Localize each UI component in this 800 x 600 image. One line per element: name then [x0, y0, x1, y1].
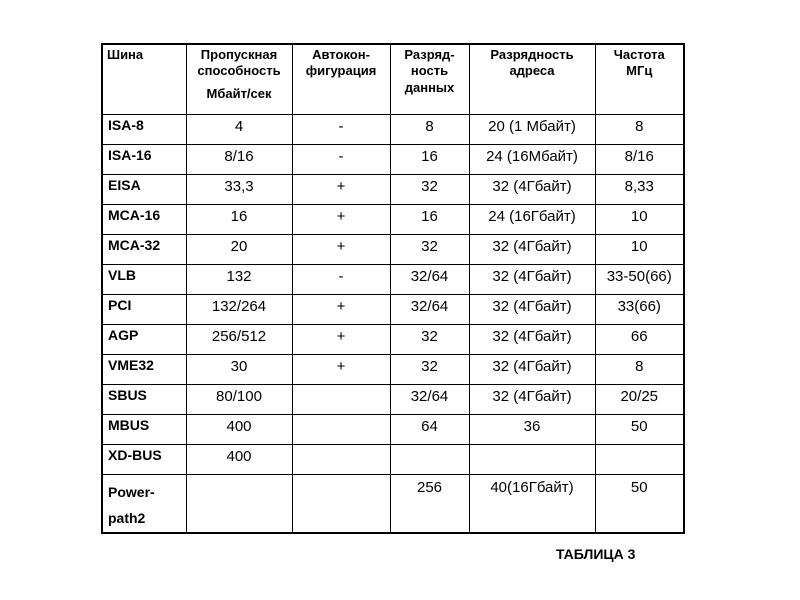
cell-frequency: 8: [595, 114, 684, 144]
cell-bus-line1: Power-: [108, 483, 155, 500]
cell-autoconfig: [292, 384, 390, 414]
header-address-width-line1: Разрядность: [490, 47, 574, 62]
table-header-row: [102, 44, 684, 114]
cell-frequency: 10: [595, 234, 684, 264]
cell-address-width: 32 (4Гбайт): [469, 384, 595, 414]
cell-autoconfig: -: [292, 114, 390, 144]
cell-data-width: 256: [390, 474, 469, 533]
header-frequency-line1: Частота: [613, 47, 665, 62]
cell-bandwidth: 132/264: [186, 294, 292, 324]
cell-autoconfig: +: [292, 324, 390, 354]
header-data-width-line3: данных: [404, 79, 455, 95]
header-bandwidth-line2: способность: [197, 63, 281, 79]
cell-bus: AGP: [102, 324, 186, 354]
cell-autoconfig: +: [292, 234, 390, 264]
cell-bus: MCA-32: [102, 234, 186, 264]
cell-frequency: 50: [595, 414, 684, 444]
table-row: [102, 174, 684, 204]
cell-frequency: 33(66): [595, 294, 684, 324]
cell-autoconfig: -: [292, 144, 390, 174]
cell-autoconfig: [292, 474, 390, 533]
cell-frequency: 8/16: [595, 144, 684, 174]
cell-bus: ISA-8: [102, 114, 186, 144]
cell-bandwidth: 33,3: [186, 174, 292, 204]
header-bus-label: Шина: [107, 47, 144, 62]
cell-bus: ISA-16: [102, 144, 186, 174]
cell-bus: VLB: [102, 264, 186, 294]
table-row: [102, 204, 684, 234]
cell-bandwidth: [186, 474, 292, 533]
table-row: [102, 384, 684, 414]
cell-address-width: 40(16Гбайт): [469, 474, 595, 533]
cell-address-width: 32 (4Гбайт): [469, 174, 595, 204]
cell-data-width: 32/64: [390, 264, 469, 294]
cell-bandwidth: 30: [186, 354, 292, 384]
cell-data-width: 32/64: [390, 294, 469, 324]
cell-address-width: 32 (4Гбайт): [469, 354, 595, 384]
cell-data-width: 16: [390, 204, 469, 234]
header-data-width: [390, 44, 469, 114]
header-frequency-line2: МГц: [626, 63, 653, 79]
table-row: [102, 114, 684, 144]
cell-bandwidth: 8/16: [186, 144, 292, 174]
cell-data-width: 32: [390, 234, 469, 264]
cell-address-width: 32 (4Гбайт): [469, 294, 595, 324]
cell-data-width: 64: [390, 414, 469, 444]
table-row: [102, 234, 684, 264]
header-bus: [102, 44, 186, 114]
table-row: [102, 444, 684, 474]
cell-frequency: 10: [595, 204, 684, 234]
cell-bus: [102, 474, 186, 533]
cell-bandwidth: 400: [186, 444, 292, 474]
table-row: [102, 264, 684, 294]
cell-bandwidth: 400: [186, 414, 292, 444]
table-row: [102, 414, 684, 444]
cell-address-width: 32 (4Гбайт): [469, 324, 595, 354]
cell-frequency: 66: [595, 324, 684, 354]
cell-address-width: 32 (4Гбайт): [469, 264, 595, 294]
cell-bandwidth: 80/100: [186, 384, 292, 414]
header-address-width-line2: адреса: [509, 63, 555, 79]
table-row: [102, 324, 684, 354]
cell-bus: MCA-16: [102, 204, 186, 234]
cell-address-width: [469, 444, 595, 474]
cell-bus: PCI: [102, 294, 186, 324]
cell-autoconfig: +: [292, 174, 390, 204]
cell-bus: SBUS: [102, 384, 186, 414]
cell-bandwidth: 4: [186, 114, 292, 144]
header-data-width-line2: ность: [410, 63, 449, 79]
cell-data-width: 8: [390, 114, 469, 144]
cell-data-width: 32: [390, 324, 469, 354]
cell-autoconfig: -: [292, 264, 390, 294]
cell-bus: EISA: [102, 174, 186, 204]
cell-autoconfig: [292, 444, 390, 474]
cell-address-width: 36: [469, 414, 595, 444]
cell-bus: VME32: [102, 354, 186, 384]
cell-frequency: 33-50(66): [595, 264, 684, 294]
header-data-width-line1: Разряд-: [404, 47, 455, 62]
cell-bandwidth: 132: [186, 264, 292, 294]
cell-bus: XD-BUS: [102, 444, 186, 474]
header-autoconfig-line2: фигурация: [305, 63, 377, 79]
cell-bus: MBUS: [102, 414, 186, 444]
header-address-width: [469, 44, 595, 114]
cell-bandwidth: 256/512: [186, 324, 292, 354]
table-caption: ТАБЛИЦА 3: [556, 546, 636, 562]
cell-data-width: 32/64: [390, 384, 469, 414]
header-frequency: [595, 44, 684, 114]
cell-data-width: 16: [390, 144, 469, 174]
cell-data-width: [390, 444, 469, 474]
header-bandwidth-line1: Пропускная: [200, 47, 278, 62]
cell-autoconfig: +: [292, 294, 390, 324]
cell-data-width: 32: [390, 354, 469, 384]
cell-frequency: 8,33: [595, 174, 684, 204]
table-row: [102, 144, 684, 174]
cell-bandwidth: 20: [186, 234, 292, 264]
cell-autoconfig: [292, 414, 390, 444]
table-body: [102, 114, 684, 474]
cell-frequency: 8: [595, 354, 684, 384]
header-bandwidth-unit: Мбайт/сек: [206, 85, 272, 101]
cell-bandwidth: 16: [186, 204, 292, 234]
table-row: [102, 294, 684, 324]
table-row: [102, 354, 684, 384]
bus-table-container: [101, 43, 685, 534]
cell-autoconfig: +: [292, 354, 390, 384]
bus-comparison-table: [101, 43, 685, 534]
table-row-power-path2: [102, 474, 684, 533]
cell-address-width: 24 (16Гбайт): [469, 204, 595, 234]
header-bandwidth: [186, 44, 292, 114]
cell-bus-line2: path2: [108, 510, 146, 527]
cell-frequency: [595, 444, 684, 474]
cell-frequency: 50: [595, 474, 684, 533]
header-autoconfig-line1: Автокон-: [312, 47, 370, 62]
cell-address-width: 32 (4Гбайт): [469, 234, 595, 264]
cell-data-width: 32: [390, 174, 469, 204]
header-autoconfig: [292, 44, 390, 114]
cell-autoconfig: +: [292, 204, 390, 234]
cell-address-width: 24 (16Мбайт): [469, 144, 595, 174]
cell-frequency: 20/25: [595, 384, 684, 414]
cell-address-width: 20 (1 Мбайт): [469, 114, 595, 144]
